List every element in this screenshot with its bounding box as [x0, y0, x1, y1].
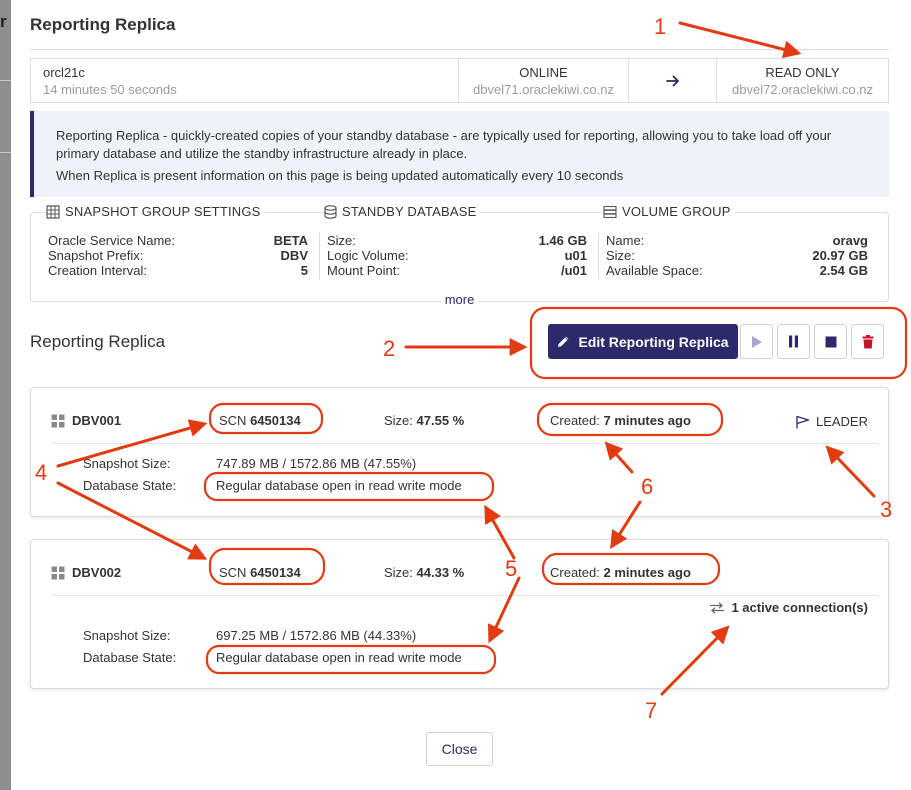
- edit-reporting-replica-button[interactable]: [548, 324, 738, 359]
- delete-button[interactable]: [851, 324, 884, 359]
- card-divider: [51, 595, 878, 596]
- size-value: 44.33 %: [416, 565, 465, 580]
- size-label: Size:: [384, 565, 413, 580]
- column-divider: [319, 233, 320, 279]
- scn-label: SCN: [219, 413, 247, 428]
- snapshot-name: [51, 413, 121, 428]
- snapshot-group-settings: [48, 233, 308, 278]
- snapshot-grid-icon: [51, 566, 65, 580]
- page-backdrop: [0, 0, 11, 790]
- trash-icon: [862, 335, 874, 349]
- snapshot-size-value: 697.25 MB / 1572.86 MB (44.33%): [216, 628, 417, 643]
- setting-value: 2.54 GB: [819, 263, 868, 278]
- annotation-number-7: 7: [645, 698, 658, 723]
- setting-row: [606, 263, 868, 278]
- apply-lag: 14 minutes 50 seconds: [43, 81, 177, 97]
- created-label: Created:: [550, 413, 600, 428]
- snapshot-grid-icon: [51, 414, 65, 428]
- detail-label: Snapshot Size:: [83, 628, 171, 643]
- standby-database-heading: [324, 204, 480, 219]
- setting-label: Oracle Service Name:: [48, 233, 176, 248]
- snapshot-name-label: DBV002: [72, 565, 122, 580]
- replication-status-strip: [30, 58, 889, 103]
- setting-row: [48, 248, 308, 263]
- snapshot-size-percent: [384, 413, 464, 428]
- annotation-number-4: 4: [35, 460, 48, 485]
- size-value: 47.55 %: [416, 413, 465, 428]
- start-button[interactable]: [740, 324, 773, 359]
- volume-group-heading: [603, 204, 735, 219]
- edit-reporting-replica-label: Edit Reporting Replica: [578, 333, 729, 350]
- snapshot-scn: [219, 565, 301, 580]
- snapshot-card: [30, 539, 889, 689]
- snapshot-details: [83, 453, 462, 497]
- leader-badge: [795, 414, 868, 429]
- pencil-icon: [557, 335, 570, 348]
- primary-cell: [459, 59, 629, 102]
- setting-label: Logic Volume:: [327, 248, 409, 263]
- scn-value: 6450134: [250, 565, 301, 580]
- detail-label: Database State:: [83, 650, 177, 665]
- detail-row: [83, 453, 462, 475]
- standby-host: dbvel72.oraclekiwi.co.nz: [732, 81, 873, 97]
- pause-button[interactable]: [777, 324, 810, 359]
- pause-icon: [788, 335, 799, 348]
- setting-value: 1.46 GB: [538, 233, 587, 248]
- annotation-number-6: 6: [641, 474, 654, 499]
- size-label: Size:: [384, 413, 413, 428]
- snapshot-size-percent: [384, 565, 464, 580]
- snapshot-group-heading: [46, 204, 265, 219]
- database-cell: [31, 59, 459, 102]
- setting-value: oravg: [832, 233, 868, 248]
- setting-row: [606, 233, 868, 248]
- database-icon: [324, 205, 337, 219]
- flag-icon: [795, 415, 810, 429]
- server-icon: [603, 205, 617, 219]
- setting-value: /u01: [560, 263, 587, 278]
- active-connections-label: 1 active connection(s): [731, 600, 868, 615]
- annotation-number-5: 5: [505, 556, 518, 581]
- more-link[interactable]: more: [441, 292, 479, 307]
- primary-host: dbvel71.oraclekiwi.co.nz: [473, 81, 614, 97]
- setting-row: [606, 248, 868, 263]
- snapshot-created: [550, 565, 691, 580]
- setting-row: [327, 233, 587, 248]
- setting-value: 5: [300, 263, 308, 278]
- stop-button[interactable]: [814, 324, 847, 359]
- backdrop-divider: [0, 152, 11, 153]
- created-label: Created:: [550, 565, 600, 580]
- title-divider: [30, 49, 889, 50]
- setting-label: Creation Interval:: [48, 263, 147, 278]
- direction-cell: [629, 59, 717, 102]
- setting-value: u01: [564, 248, 587, 263]
- settings-panel: [30, 204, 889, 307]
- info-banner: [30, 111, 889, 197]
- dialog-title: Reporting Replica: [30, 15, 176, 34]
- setting-row: [327, 248, 587, 263]
- created-value: 7 minutes ago: [603, 413, 691, 428]
- annotation-number-2: 2: [383, 336, 396, 361]
- setting-label: Size:: [606, 248, 635, 263]
- database-name: orcl21c: [43, 64, 85, 80]
- card-divider: [51, 443, 878, 444]
- setting-value: 20.97 GB: [812, 248, 868, 263]
- volume-group-settings: [606, 233, 868, 278]
- standby-cell: [717, 59, 888, 102]
- detail-row: [83, 475, 462, 497]
- play-icon: [751, 335, 763, 349]
- snapshot-card: [30, 387, 889, 517]
- annotation-number-3: 3: [880, 497, 893, 522]
- leader-label: LEADER: [815, 414, 868, 429]
- detail-label: Database State:: [83, 478, 177, 493]
- detail-label: Snapshot Size:: [83, 456, 171, 471]
- snapshot-created: [550, 413, 691, 428]
- created-value: 2 minutes ago: [603, 565, 691, 580]
- setting-label: Name:: [606, 233, 645, 248]
- exchange-icon: [709, 602, 725, 614]
- setting-row: [48, 263, 308, 278]
- snapshot-group-heading-label: SNAPSHOT GROUP SETTINGS: [65, 204, 261, 219]
- database-state-value: Regular database open in read write mode: [216, 650, 462, 665]
- scn-value: 6450134: [250, 413, 301, 428]
- stop-icon: [825, 336, 837, 348]
- snapshot-scn: [219, 413, 301, 428]
- snapshot-name-label: DBV001: [72, 413, 122, 428]
- backdrop-text-fragment: r: [0, 12, 7, 31]
- standby-state: READ ONLY: [765, 64, 840, 80]
- annotation-number-1: 1: [654, 14, 667, 39]
- database-state-value: Regular database open in read write mode: [216, 478, 462, 493]
- close-button[interactable]: Close: [426, 732, 493, 766]
- primary-state: ONLINE: [519, 64, 568, 80]
- standby-database-settings: [327, 233, 587, 278]
- setting-row: [327, 263, 587, 278]
- info-refresh-note: When Replica is present information on this page is being updated automatically every 10 seconds: [56, 168, 624, 183]
- scn-label: SCN: [219, 565, 247, 580]
- column-divider: [598, 233, 599, 279]
- reporting-replica-dialog: [11, 0, 911, 790]
- more-toggle: [31, 292, 888, 307]
- replica-section-title: Reporting Replica: [30, 332, 166, 351]
- setting-value: BETA: [273, 233, 308, 248]
- active-connections: [709, 600, 868, 615]
- setting-row: [48, 233, 308, 248]
- volume-group-heading-label: VOLUME GROUP: [622, 204, 731, 219]
- setting-label: Mount Point:: [327, 263, 400, 278]
- snapshot-details: [83, 625, 462, 669]
- standby-database-heading-label: STANDBY DATABASE: [342, 204, 477, 219]
- backdrop-divider: [0, 80, 11, 81]
- detail-row: [83, 625, 462, 647]
- snapshot-name: [51, 565, 121, 580]
- info-description: Reporting Replica - quickly-created copies of your standby database - are typically used for reporting, allowing you to take load off your primary database and utilize the standby infrastructure already in place.: [56, 128, 832, 161]
- setting-label: Snapshot Prefix:: [48, 248, 144, 263]
- setting-value: DBV: [280, 248, 308, 263]
- detail-row: [83, 647, 462, 669]
- setting-label: Size:: [327, 233, 356, 248]
- snapshot-size-value: 747.89 MB / 1572.86 MB (47.55%): [216, 456, 417, 471]
- grid-icon: [46, 205, 60, 219]
- setting-label: Available Space:: [606, 263, 703, 278]
- arrow-right-icon: [666, 75, 680, 87]
